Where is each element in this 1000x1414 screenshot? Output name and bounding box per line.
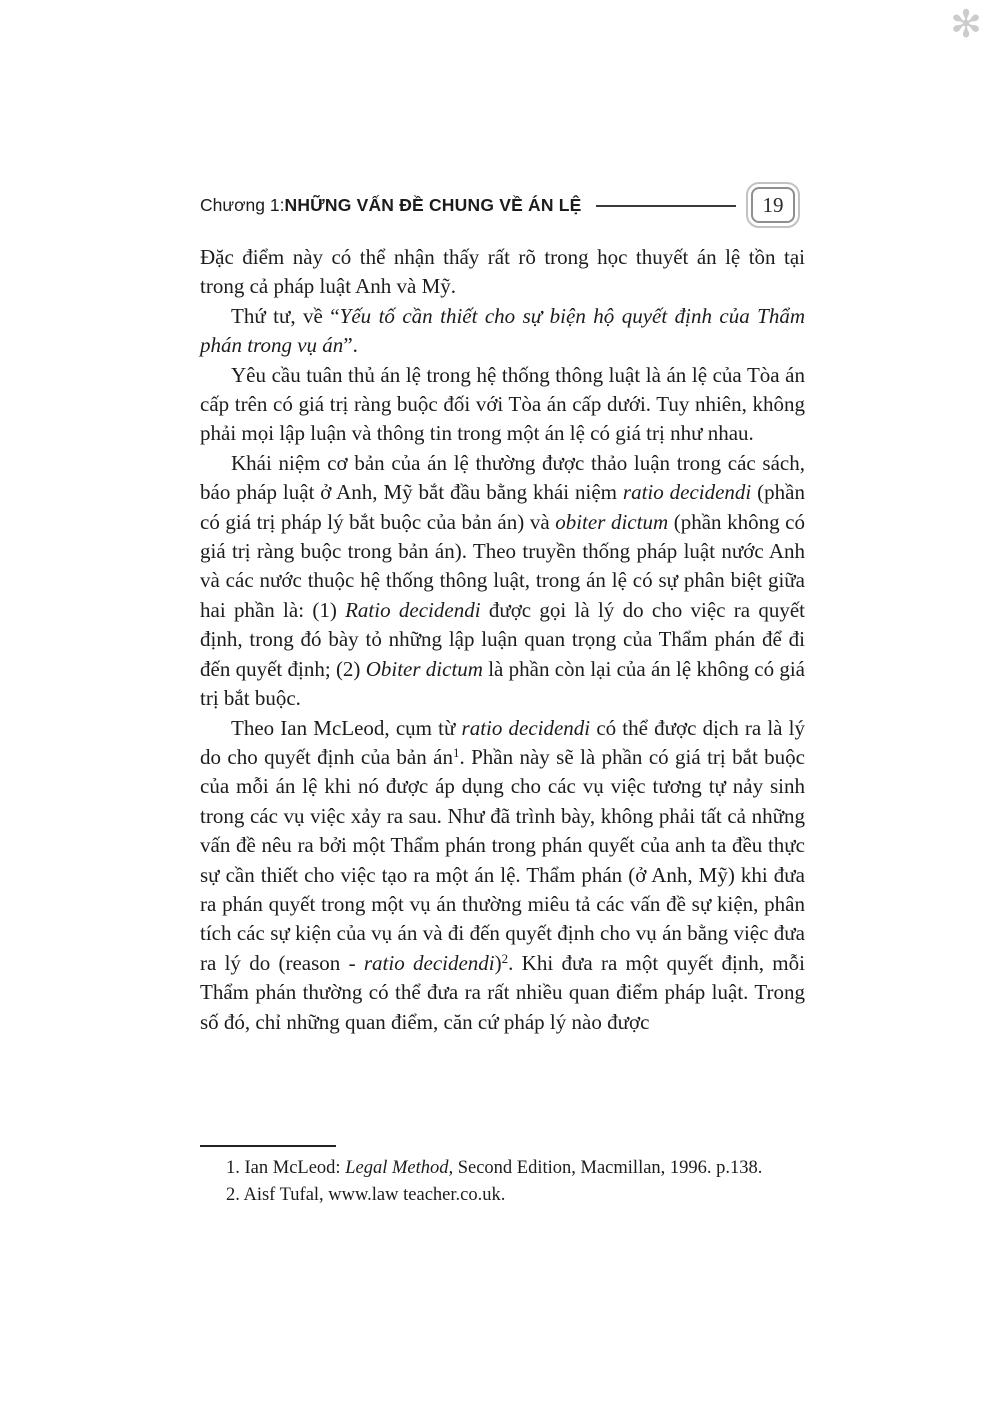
text-segment: ”. <box>343 333 358 358</box>
text-segment: Legal Method, <box>345 1158 454 1178</box>
footnote-ref: 2 <box>501 950 509 966</box>
text-segment: Second Edition, Macmillan, 1996. p.138. <box>453 1158 763 1178</box>
chapter-prefix: Chương 1: <box>200 194 285 215</box>
text-segment: Yêu cầu tuân thủ án lệ trong hệ thống thông luật là án lệ của Tòa án cấp trên có giá trị ràng buộc đối với Tòa án cấp dưới. Tuy nhiên, không phải mọi lập luận và thông tin trong một án lệ có giá trị như nhau. <box>200 362 805 446</box>
paragraph <box>200 302 805 361</box>
text-segment: Theo Ian McLeod, cụm từ <box>231 715 462 740</box>
text-segment: Obiter dictum <box>365 656 483 681</box>
footnotes <box>200 1155 804 1209</box>
chapter-header <box>200 181 800 229</box>
text-segment: ratio decidendi <box>622 480 752 505</box>
footnote <box>200 1155 804 1182</box>
text-segment: . Khi đưa ra một quyết định, mỗi Thẩm phán thường có thể đưa ra rất nhiều quan điểm pháp luật. Trong số đó, chỉ những quan điểm, căn cứ pháp lý nào được <box>200 950 805 1034</box>
text-segment: ) <box>494 950 502 975</box>
paragraph <box>200 361 805 449</box>
text-segment: obiter dictum <box>555 509 669 534</box>
text-segment: 2. Aisf Tufal, www.law teacher.co.uk. <box>226 1185 506 1205</box>
flower-ornament-icon: ✻ <box>950 2 982 46</box>
text-segment: là phần còn lại của án lệ không có giá trị bắt buộc. <box>200 656 805 711</box>
text-segment: Yếu tố cần thiết cho sự biện hộ quyết định của Thẩm phán trong vụ án <box>200 303 805 358</box>
text-segment: 1. Ian McLeod: <box>226 1158 346 1178</box>
text-segment: có thể được dịch ra là lý do cho quyết định của bản án <box>200 715 805 769</box>
text-segment: Ratio decidendi <box>345 597 481 622</box>
chapter-title: NHỮNG VẤN ĐỀ CHUNG VỀ ÁN LỆ <box>284 194 582 215</box>
text-segment: Khái niệm cơ bản của án lệ thường được thảo luận trong các sách, báo pháp luật ở Anh, Mỹ bắt đầu bằng khái niệm <box>200 450 805 505</box>
body-text <box>200 243 805 1037</box>
footnote-separator <box>200 1145 336 1147</box>
text-segment: Thứ tư, về “ <box>231 303 340 328</box>
paragraph <box>200 714 805 1037</box>
footnote-ref: 1 <box>452 744 460 760</box>
text-segment: được gọi là lý do cho việc ra quyết định, trong đó bày tỏ những lập luận quan trọng của Thẩm phán để đi đến quyết định; (2) <box>200 597 806 681</box>
text-segment: ratio decidendi <box>461 715 591 740</box>
header-rule <box>596 205 736 207</box>
page-number: 19 <box>751 187 795 223</box>
paragraph <box>200 243 805 302</box>
text-segment: (phần có giá trị pháp lý bắt buộc của bản án) và <box>200 480 805 534</box>
page-number-box <box>746 182 800 228</box>
paragraph <box>200 449 805 714</box>
text-segment: . Phần này sẽ là phần có giá trị bắt buộc của mỗi án lệ khi nó được áp dụng cho các vụ việc tương tự nảy sinh trong các vụ việc xảy ra sau. Như đã trình bày, không phải tất cả những vấn đề nêu ra bởi một Thẩm phán trong phán quyết của anh ta đều thực sự cần thiết cho việc tạo ra một án lệ. Thẩm phán (ở Anh, Mỹ) khi đưa ra phán quyết trong một vụ án thường miêu tả các vấn đề sự kiện, phân tích các sự kiện của vụ án và đi đến quyết định cho vụ án bằng việc đưa ra lý do (reason - <box>200 744 805 975</box>
text-segment: ratio decidendi <box>363 950 495 975</box>
text-segment: (phần không có giá trị ràng buộc trong bản án). Theo truyền thống pháp luật nước Anh và các nước thuộc hệ thống thông luật, trong án lệ có sự phân biệt giữa hai phần là: (1) <box>200 509 805 622</box>
footnote <box>200 1182 804 1209</box>
text-segment: Đặc điểm này có thể nhận thấy rất rõ trong học thuyết án lệ tồn tại trong cả pháp luật Anh và Mỹ. <box>200 245 805 299</box>
